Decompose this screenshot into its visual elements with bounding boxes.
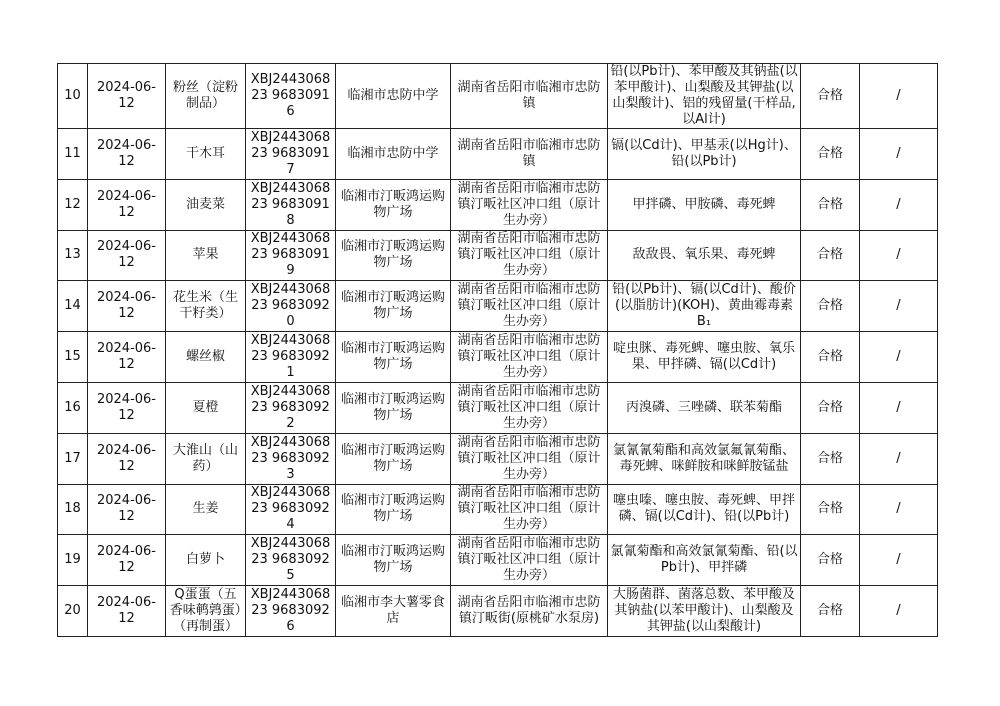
remarks-cell: /	[860, 179, 938, 230]
sampling-date-cell: 2024-06-12	[88, 433, 166, 484]
row-index-cell: 18	[58, 484, 88, 535]
sample-code-cell: XBJ244306823 96830917	[246, 129, 336, 180]
test-items-cell: 大肠菌群、菌落总数、苯甲酸及其钠盐(以苯甲酸计)、山梨酸及其钾盐(以山梨酸计)	[608, 586, 801, 637]
sample-name-cell: 大淮山（山药）	[166, 433, 246, 484]
sampling-date-cell: 2024-06-12	[88, 64, 166, 129]
seller-address-cell: 湖南省岳阳市临湘市忠防镇汀畈社区冲口组（原计生办旁）	[451, 281, 608, 332]
sample-code-cell: XBJ244306823 96830921	[246, 332, 336, 383]
sample-code-cell: XBJ244306823 96830918	[246, 179, 336, 230]
table-row	[58, 281, 938, 332]
seller-address-cell: 湖南省岳阳市临湘市忠防镇汀畈社区冲口组（原计生办旁）	[451, 433, 608, 484]
seller-name-cell: 临湘市忠防中学	[336, 129, 451, 180]
seller-address-cell: 湖南省岳阳市临湘市忠防镇汀畈社区冲口组（原计生办旁）	[451, 332, 608, 383]
seller-address-cell: 湖南省岳阳市临湘市忠防镇汀畈街(原桃矿水泵房)	[451, 586, 608, 637]
sample-name-cell: 白萝卜	[166, 535, 246, 586]
remarks-cell: /	[860, 332, 938, 383]
test-result-cell: 合格	[801, 230, 860, 281]
sampling-date-cell: 2024-06-12	[88, 179, 166, 230]
test-result-cell: 合格	[801, 64, 860, 129]
table-row	[58, 332, 938, 383]
sampling-date-cell: 2024-06-12	[88, 586, 166, 637]
table-row	[58, 179, 938, 230]
sample-code-cell: XBJ244306823 96830926	[246, 586, 336, 637]
table-row	[58, 382, 938, 433]
row-index-cell: 16	[58, 382, 88, 433]
test-result-cell: 合格	[801, 281, 860, 332]
seller-name-cell: 临湘市汀畈鸿运购物广场	[336, 484, 451, 535]
remarks-cell: /	[860, 382, 938, 433]
test-result-cell: 合格	[801, 382, 860, 433]
seller-name-cell: 临湘市忠防中学	[336, 64, 451, 129]
seller-name-cell: 临湘市汀畈鸿运购物广场	[336, 382, 451, 433]
test-items-cell: 敌敌畏、氧乐果、毒死蜱	[608, 230, 801, 281]
remarks-cell: /	[860, 281, 938, 332]
test-items-cell: 氯氰氰菊酯和高效氯氟氰菊酯、毒死蜱、咪鲜胺和咪鲜胺锰盐	[608, 433, 801, 484]
table-body	[58, 64, 938, 637]
seller-address-cell: 湖南省岳阳市临湘市忠防镇汀畈社区冲口组（原计生办旁）	[451, 230, 608, 281]
seller-name-cell: 临湘市汀畈鸿运购物广场	[336, 332, 451, 383]
table-row	[58, 433, 938, 484]
sample-name-cell: Q蛋蛋（五香味鹌鹑蛋）（再制蛋）	[166, 586, 246, 637]
test-items-cell: 甲拌磷、甲胺磷、毒死蜱	[608, 179, 801, 230]
sample-name-cell: 油麦菜	[166, 179, 246, 230]
seller-name-cell: 临湘市汀畈鸿运购物广场	[336, 535, 451, 586]
sample-code-cell: XBJ244306823 96830920	[246, 281, 336, 332]
sample-name-cell: 粉丝（淀粉制品）	[166, 64, 246, 129]
sampling-date-cell: 2024-06-12	[88, 281, 166, 332]
remarks-cell: /	[860, 129, 938, 180]
table-row	[58, 484, 938, 535]
sample-name-cell: 夏橙	[166, 382, 246, 433]
seller-name-cell: 临湘市汀畈鸿运购物广场	[336, 433, 451, 484]
test-items-cell: 铅(以Pb计)、苯甲酸及其钠盐(以苯甲酸计)、山梨酸及其钾盐(以山梨酸计)、铝的残留量(干样品,以Al计)	[608, 64, 801, 129]
seller-address-cell: 湖南省岳阳市临湘市忠防镇	[451, 129, 608, 180]
seller-address-cell: 湖南省岳阳市临湘市忠防镇汀畈社区冲口组（原计生办旁）	[451, 484, 608, 535]
row-index-cell: 19	[58, 535, 88, 586]
seller-address-cell: 湖南省岳阳市临湘市忠防镇汀畈社区冲口组（原计生办旁）	[451, 179, 608, 230]
row-index-cell: 13	[58, 230, 88, 281]
test-items-cell: 噻虫嗪、噻虫胺、毒死蜱、甲拌磷、镉(以Cd计)、铅(以Pb计)	[608, 484, 801, 535]
test-items-cell: 镉(以Cd计)、甲基汞(以Hg计)、铅(以Pb计)	[608, 129, 801, 180]
test-result-cell: 合格	[801, 332, 860, 383]
sample-name-cell: 生姜	[166, 484, 246, 535]
sample-code-cell: XBJ244306823 96830923	[246, 433, 336, 484]
remarks-cell: /	[860, 535, 938, 586]
test-result-cell: 合格	[801, 179, 860, 230]
sample-name-cell: 苹果	[166, 230, 246, 281]
sampling-date-cell: 2024-06-12	[88, 382, 166, 433]
sampling-date-cell: 2024-06-12	[88, 535, 166, 586]
row-index-cell: 15	[58, 332, 88, 383]
sample-name-cell: 螺丝椒	[166, 332, 246, 383]
remarks-cell: /	[860, 586, 938, 637]
seller-address-cell: 湖南省岳阳市临湘市忠防镇	[451, 64, 608, 129]
test-items-cell: 铅(以Pb计)、镉(以Cd计)、酸价(以脂肪计)(KOH)、黄曲霉毒素B₁	[608, 281, 801, 332]
row-index-cell: 14	[58, 281, 88, 332]
remarks-cell: /	[860, 433, 938, 484]
test-items-cell: 啶虫脒、毒死蜱、噻虫胺、氧乐果、甲拌磷、镉(以Cd计)	[608, 332, 801, 383]
table-row	[58, 535, 938, 586]
sample-code-cell: XBJ244306823 96830916	[246, 64, 336, 129]
sample-name-cell: 干木耳	[166, 129, 246, 180]
seller-address-cell: 湖南省岳阳市临湘市忠防镇汀畈社区冲口组（原计生办旁）	[451, 382, 608, 433]
sampling-date-cell: 2024-06-12	[88, 230, 166, 281]
sampling-date-cell: 2024-06-12	[88, 332, 166, 383]
test-items-cell: 丙溴磷、三唑磷、联苯菊酯	[608, 382, 801, 433]
seller-name-cell: 临湘市汀畈鸿运购物广场	[336, 179, 451, 230]
test-result-cell: 合格	[801, 586, 860, 637]
seller-name-cell: 临湘市李大薯零食店	[336, 586, 451, 637]
sample-code-cell: XBJ244306823 96830922	[246, 382, 336, 433]
test-items-cell: 氯氰菊酯和高效氯氰菊酯、铅(以Pb计)、甲拌磷	[608, 535, 801, 586]
seller-name-cell: 临湘市汀畈鸿运购物广场	[336, 230, 451, 281]
seller-name-cell: 临湘市汀畈鸿运购物广场	[336, 281, 451, 332]
test-result-cell: 合格	[801, 484, 860, 535]
sample-code-cell: XBJ244306823 96830924	[246, 484, 336, 535]
row-index-cell: 10	[58, 64, 88, 129]
remarks-cell: /	[860, 64, 938, 129]
sampling-date-cell: 2024-06-12	[88, 484, 166, 535]
remarks-cell: /	[860, 230, 938, 281]
row-index-cell: 20	[58, 586, 88, 637]
seller-address-cell: 湖南省岳阳市临湘市忠防镇汀畈社区冲口组（原计生办旁）	[451, 535, 608, 586]
inspection-results-table	[57, 63, 938, 637]
sample-code-cell: XBJ244306823 96830919	[246, 230, 336, 281]
table-row	[58, 64, 938, 129]
table-row	[58, 586, 938, 637]
test-result-cell: 合格	[801, 433, 860, 484]
sampling-date-cell: 2024-06-12	[88, 129, 166, 180]
remarks-cell: /	[860, 484, 938, 535]
sample-name-cell: 花生米（生干籽类）	[166, 281, 246, 332]
table-row	[58, 230, 938, 281]
test-result-cell: 合格	[801, 535, 860, 586]
table-row	[58, 129, 938, 180]
row-index-cell: 11	[58, 129, 88, 180]
row-index-cell: 12	[58, 179, 88, 230]
row-index-cell: 17	[58, 433, 88, 484]
test-result-cell: 合格	[801, 129, 860, 180]
sample-code-cell: XBJ244306823 96830925	[246, 535, 336, 586]
